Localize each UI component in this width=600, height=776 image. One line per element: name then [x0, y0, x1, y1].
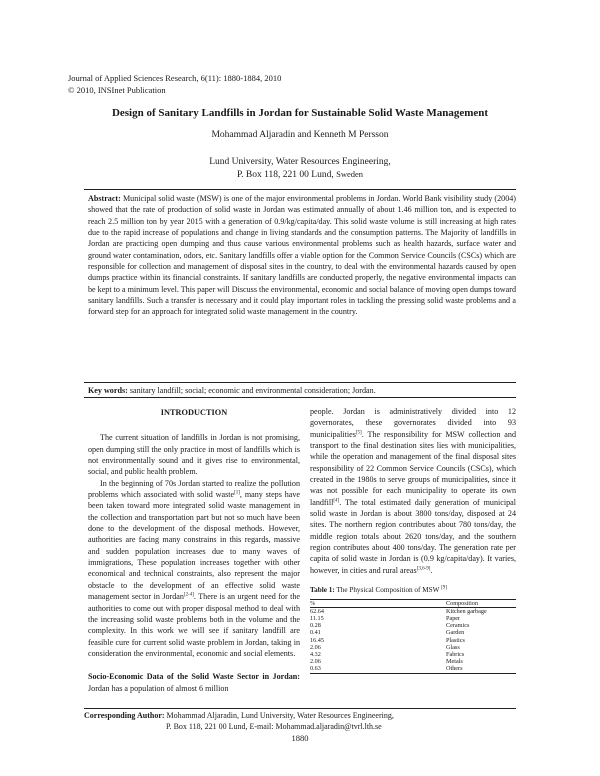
affiliation-country: Sweden	[336, 169, 364, 179]
corresponding-author-line-2: P. Box 118, 221 00 Lund, E-mail: Mohammad.aljaradin@tvrl.lth.se	[166, 721, 382, 731]
keywords-bottom-rule	[84, 397, 516, 398]
abstract-bottom-rule	[84, 382, 516, 383]
table-row	[310, 629, 516, 636]
keywords-text: sanitary landfill; social; economic and environmental consideration; Jordan.	[129, 386, 376, 395]
citation-ref: [5]	[355, 430, 362, 436]
table-cell-composition: Kitchen garbage	[446, 607, 487, 615]
table-cell-composition: Garden	[446, 629, 465, 637]
municipal-paragraph: people. Jordan is administratively divided into 12 governorates, these governorates divided into 93 municipalities[5]. The responsibility for MSW collection and transport to the final destination sites lies with municipalities, while the operation and management of the final disposal sites responsibility of 22 Common Service Councils (CSCs), which created in the 1980s to serve groups of municipalities, since it was not possible for each municipality to operate its own landfill[4]. The total estimated daily generation of municipal solid waste in Jordan is about 3800 tons/day, disposed at 24 sites. The northern region contributes about 780 tons/day, the middle region totals about 2620 tons/day, and the southern region contributes about 400 tons/day. The generation rate per capita of solid waste in Jordan is (0.9 kg/capita/day). It varies, however, in cities and rural areas[3,6-9].	[310, 407, 516, 575]
corresponding-author-label: Corresponding Author:	[84, 711, 165, 720]
corresponding-author-line-1: Mohammad Aljaradin, Lund University, Water Resources Engineering,	[166, 711, 394, 720]
affiliation-line-1: Lund University, Water Resources Engineering,	[209, 157, 391, 167]
table-cell-percent: 0.28	[310, 622, 321, 630]
table-row	[310, 637, 516, 644]
table-row	[310, 658, 516, 665]
table-cell-percent: 0.63	[310, 665, 321, 673]
abstract-label: Abstract:	[88, 194, 121, 203]
table-cell-composition: Paper	[446, 614, 461, 622]
abstract	[88, 193, 516, 318]
table-header-percent: %	[310, 599, 316, 607]
journal-copyright: © 2010, INSInet Publication	[68, 85, 166, 95]
table-cell-composition: Others	[446, 665, 463, 673]
citation-ref: [4]	[333, 498, 340, 504]
socio-economic-heading: Socio-Economic Data of the Solid Waste Sector in Jordan:	[88, 672, 300, 682]
table-row	[310, 644, 516, 651]
table-cell-percent: 2.06	[310, 658, 321, 666]
msw-composition-table	[310, 599, 516, 674]
table-cell-percent: 4.32	[310, 650, 321, 658]
paper-authors: Mohammad Aljaradin and Kenneth M Persson	[211, 130, 389, 140]
citation-ref: [3,6-9]	[416, 566, 431, 572]
table-header-row	[310, 599, 516, 607]
table-cell-composition: Plastics	[446, 636, 465, 644]
abstract-top-rule	[84, 189, 516, 190]
citation-ref: [2-4]	[183, 592, 194, 598]
table-cell-composition: Fabrics	[446, 650, 465, 658]
table-cell-percent: 2.06	[310, 643, 321, 651]
abstract-text: Municipal solid waste (MSW) is one of the major environmental problems in Jordan. World Bank visibility study (2004) showed that the rate of production of solid waste in Jordan was estimated annually of about 1.46 million ton, and is expected to reach 2.5 million ton by year 2015 with a generation of 0.9/kg/capita/day. This solid waste volume is still increasing at high rates due to the rapid increase of populations and change in living standards and the consumption patterns. The Majority of landfills in Jordan are practicing open dumping and thus cause various environmental problems such as health hazards, surface water and ground water contamination, odors, etc. Sanitary landfills offer a viable option for the Common Service Councils (CSCs) which are responsible for collection and management of disposal sites in the country, to deal with the environmental hazards caused by open dumps practice within its financial constraints. If sanitary landfills are conducted properly, the negative environmental impacts can be kept to a minimum level. This paper will Discuss the environmental, economic and social balance of moving open dumps toward sanitary landfills. Such a transfer is necessary and it could play important roles in tackling the pressing solid waste problems and a forward step for an approach for integrated solid waste management in the country.	[88, 194, 516, 317]
journal-citation: Journal of Applied Sciences Research, 6(11): 1880-1884, 2010	[68, 73, 282, 83]
corresponding-author	[84, 711, 516, 732]
table-cell-composition: Metals	[446, 658, 463, 666]
intro-paragraph-1: The current situation of landfills in Jordan is not promising, open dumping still the only practice in most of landfills which is not environmentally sound and it gives rise to environmental, social, and public health problem.	[88, 433, 300, 477]
table-cell-composition: Ceramics	[446, 622, 470, 630]
keywords-label: Key words:	[88, 386, 128, 395]
table-cell-composition: Glass	[446, 643, 460, 651]
page-number: 1880	[291, 733, 309, 743]
citation-ref: [1]	[234, 490, 240, 496]
table-cell-percent: 62.64	[310, 607, 324, 615]
table-row	[310, 665, 516, 673]
table-1-caption: Table 1: The Physical Composition of MSW [9]	[310, 585, 447, 595]
paper-title: Design of Sanitary Landfills in Jordan for Sustainable Solid Waste Management	[111, 107, 489, 119]
footer-rule	[84, 708, 516, 709]
table-row	[310, 607, 516, 615]
table-cell-percent: 16.45	[310, 636, 324, 644]
affiliation-line-2	[60, 168, 540, 181]
author-affiliation	[60, 156, 540, 181]
intro-paragraph-2: In the beginning of 70s Jordan started to realize the pollution problems which associated with solid waste[1], many steps have been taken toward more integrated solid waste management in the collection and transportation part but not so much have been done to the development of the disposal methods. However, authorities are facing many constrains in this regards, massive and sudden population increases due to many waves of immigrations, These population increases together with other economical and technical constraints, also represent the major obstacle to the development of an effective solid waste management sector in Jordan[2-4]. There is an urgent need for the authorities to come out with proper disposal method to deal with the increasing solid waste problems both in the volume and the complexity. In this work we will see if sanitary landfill are feasible cure for current solid waste problem in Jordan, taking in consideration the environmental, economic and social elements.	[88, 478, 301, 658]
keywords	[88, 386, 516, 395]
table-cell-percent: 0.41	[310, 629, 321, 637]
table-cell-percent: 11.15	[310, 614, 324, 622]
table-row	[310, 651, 516, 658]
journal-header	[68, 72, 281, 96]
socio-economic-paragraph: Socio-Economic Data of the Solid Waste Sector in Jordan: Jordan has a population of almost 6 million	[88, 672, 300, 693]
table-header-composition: Composition	[446, 599, 478, 607]
affiliation-address: P. Box 118, 221 00 Lund,	[236, 170, 334, 180]
table-row	[310, 622, 516, 629]
left-column	[88, 407, 300, 694]
table-row	[310, 615, 516, 622]
introduction-heading: INTRODUCTION	[160, 408, 228, 417]
right-column	[310, 406, 516, 674]
